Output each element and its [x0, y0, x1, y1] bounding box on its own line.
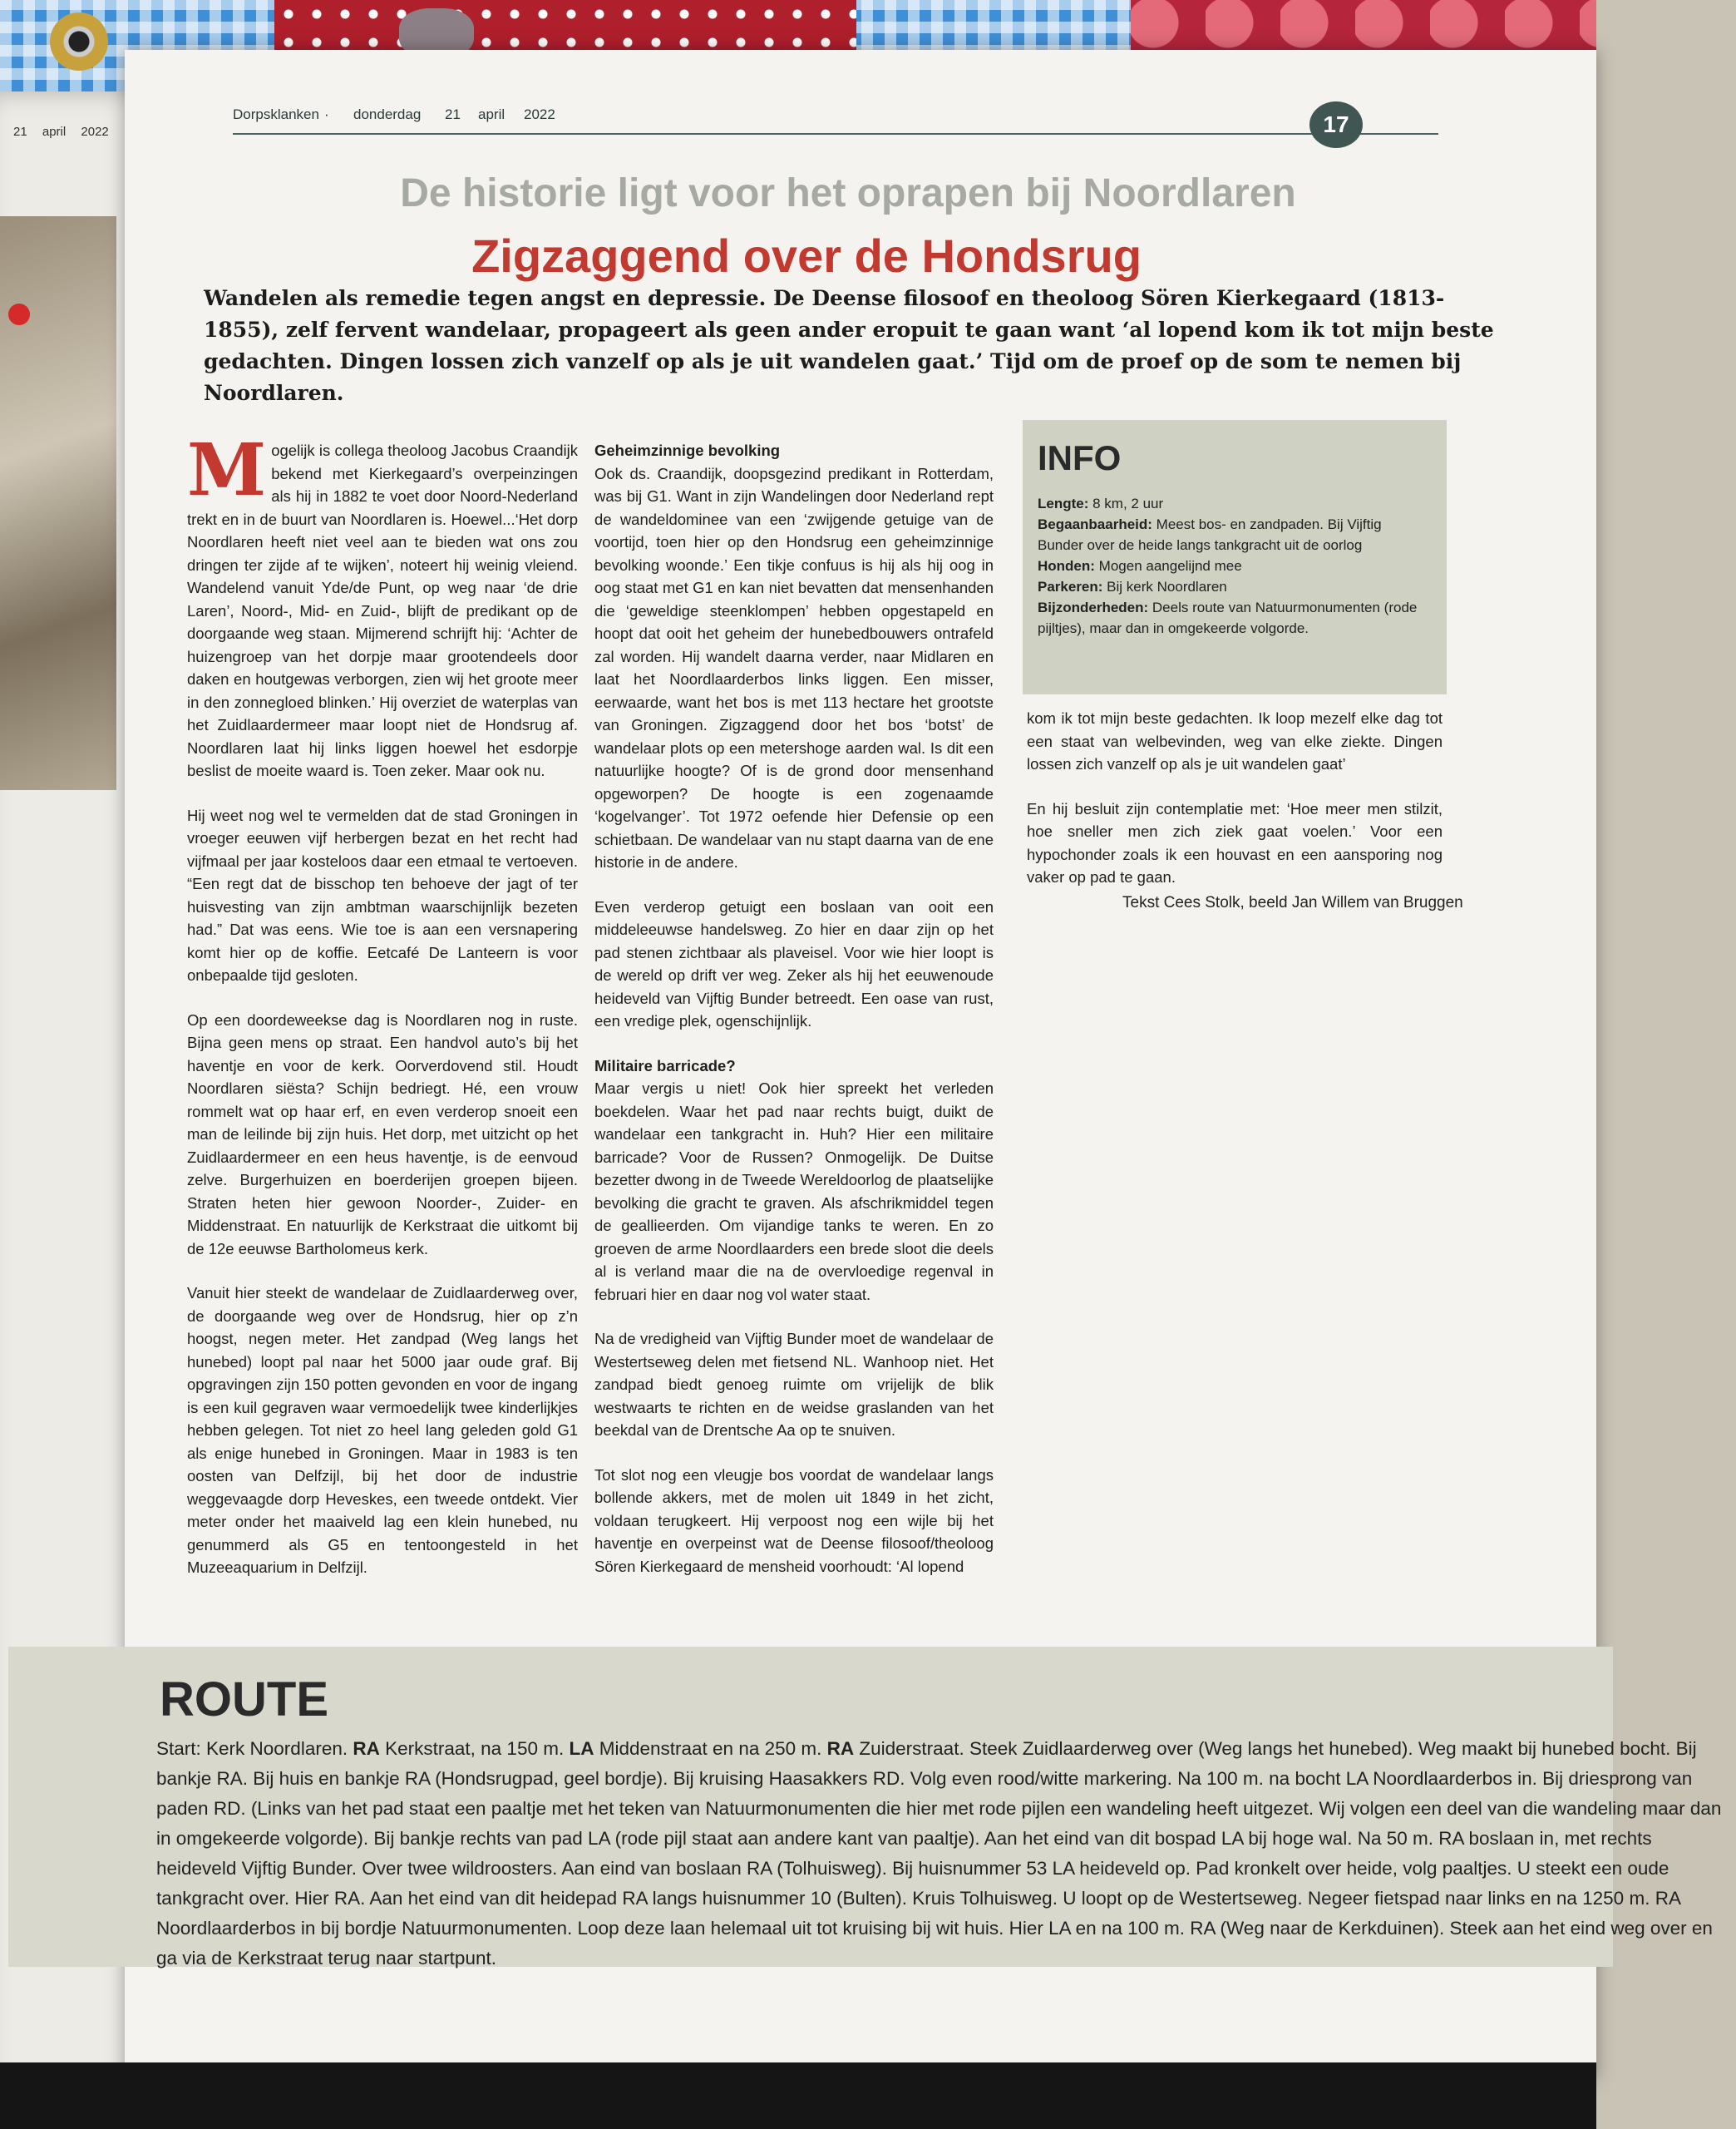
info-value: Deels route van Natuurmonumenten (rode pijltjes), maar dan in omgekeerde volgorde. — [1038, 600, 1418, 636]
paragraph: kom ik tot mijn beste gedachten. Ik loop mezelf elke dag tot een staat van welbevinden, weg van elke ziekte. Dingen lossen zich vanzelf op als je uit wandelen gaat’ — [1027, 709, 1443, 773]
info-item — [1038, 514, 1428, 556]
headline: Zigzaggend over de Hondsrug — [471, 230, 1142, 282]
decoration-button — [50, 12, 108, 71]
column-1 — [187, 428, 578, 1601]
header-day: 21 — [445, 106, 461, 122]
info-item — [1038, 576, 1428, 597]
info-item — [1038, 556, 1428, 576]
info-item — [1038, 597, 1428, 639]
paragraph: Na de vredigheid van Vijftig Bunder moet de wandelaar de Westertseweg delen met fietsend NL. Wanhoop niet. Het zandpad biedt genoeg ruimte om vrijelijk de blik westwaarts te richten en de weidse graslanden van het beekdal van de Drentsche Aa op te snuiven. — [594, 1330, 994, 1439]
paragraph: En hij besluit zijn contemplatie met: ‘Hoe meer men stilzit, hoe sneller men zich ziek gaat voelen.’ Voor een hypochonder zoals ik een houvast en een aansporing nog vaker op pad te gaan. — [1027, 799, 1443, 886]
page-header — [233, 100, 1438, 135]
lead-paragraph: Wandelen als remedie tegen angst en depressie. De Deense filosoof en theoloog Sören Kierkegaard (1813-1855), zelf fervent wandelaar, propageert als geen ander eropuit te gaan want ‘al lopend kom ik tot mijn beste gedachten. Dingen lossen zich vanzelf op als je uit wandelen gaat.’ Tijd om de proef op de som te nemen bij Noordlaren. — [204, 286, 1494, 405]
header-weekday: donderdag — [353, 106, 422, 122]
route-box — [8, 1647, 1722, 1968]
page-number: 17 — [1309, 101, 1363, 148]
info-label: Parkeren: — [1038, 579, 1103, 595]
info-value: Meest bos- en zandpaden. Bij Vijftig Bunder over de heide langs tankgracht uit de oorlog — [1038, 516, 1382, 553]
info-value: Mogen aangelijnd mee — [1098, 558, 1242, 574]
route-title: ROUTE — [160, 1672, 328, 1726]
paragraph: Hij weet nog wel te vermelden dat de stad Groningen in vroeger eeuwen vijf herbergen bezat en het recht had vijfmaal per jaar kosteloos daar een etmaal te vertoeven. “Een regt dat de bisschop ten behoeve der jagt of ter huisvesting van zijn ambtman waarschijnlijk bezeten had.” Dat was eens. Wie toe is aan een versnapering komt hier op de koffie. Eetcafé De Lanteern is voor onbepaalde tijd gesloten. — [187, 806, 578, 984]
previous-page-header — [13, 125, 121, 139]
credit-line: Tekst Cees Stolk, beeld Jan Willem van Bruggen — [1122, 894, 1463, 911]
header-month: april — [478, 106, 506, 122]
route-direction: LA — [569, 1738, 594, 1759]
paragraph-text: ogelijk is collega theoloog Jacobus Craandijk bekend met Kierkegaard’s overpeinzingen als hij in 1882 te voet door Noord-Nederland trekt en in de buurt van Noordlaren is. Hoewel...‘Het dorp Noordlaren heeft niet veel aan te bieden wat ons zou dringen ter zijde af te wijken’, noteert hij weinig vleiend. Wandelend vanuit Yde/de Punt, op weg naar ‘de drie Laren’, Noord-, Mid- en Zuid-, blijft de predikant op de doorgaande weg staan. Mijmerend schrijft hij: ‘Achter de huizengroep van het dorpje maar grootendeels door daken en houtgewas verborgen, zien wij het groote meer in den zonnegloed blinken.’ Hij overziet de waterplas van het Zuidlaardermeer maar loopt niet de Hondsrug af. Noordlaren laat hij links liggen hoewel het esdorpje beslist de moeite waard is. Toen zeker. Maar ook nu. — [187, 442, 578, 779]
info-label: Begaanbaarheid: — [1038, 516, 1152, 532]
previous-page-year: 2022 — [81, 125, 109, 139]
info-title: INFO — [1038, 438, 1122, 477]
paragraph: Even verderop getuigt een boslaan van ooit een middeleeuwse handelsweg. Zo hier en daar zijn op het pad stenen zichtbaar als plaveisel. Voor wie hier loopt is de wereld op drift ver weg. Zeker als hij het eeuwenoude heideveld van Vijftig Bunder betreedt. Een oase van rust, een vredige plek, ogenschijnlijk. — [594, 897, 994, 1030]
drop-cap: M — [187, 428, 267, 512]
info-list — [1038, 493, 1428, 639]
paragraph: Vanuit hier steekt de wandelaar de Zuidlaarderweg over, de doorgaande weg over de Hondsrug, hier op z’n hoogst, negen meter. Het zandpad (Weg langs het hunebed) loopt pal naar het 5000 jaar oude graf. Bij opgravingen zijn 150 potten gevonden en voor de ingang is een kuil gegraven waar vermoedelijk twee kinderlijkjes hebben gelegen. Tot niet zo heel lang geleden gold G1 als enige hunebed in Groningen. Maar in 1983 is ten oosten van Delfzijl, bij het door de industrie weggevaagde dorp Heveskes, een tweede ontdekt. Vier meter onder het maaiveld lag een klein hunebed, nu genummerd als G5 en tentoongesteld in het Muzeeaquarium in Delfzijl. — [187, 1284, 578, 1576]
subheading: Geheimzinnige bevolking — [594, 442, 781, 459]
route-text — [156, 1734, 1736, 1973]
previous-page-day: 21 — [13, 125, 27, 139]
paragraph — [187, 428, 578, 783]
map-pin-icon — [8, 304, 30, 325]
previous-page-month: april — [42, 125, 67, 139]
info-box — [1023, 420, 1447, 694]
info-label: Honden: — [1038, 558, 1095, 574]
table-edge — [0, 2062, 1596, 2129]
paragraph: Ook ds. Craandijk, doopsgezind predikant in Rotterdam, was bij G1. Want in zijn Wandelingen door Nederland rept de wandeldominee van een ‘zwijgende getuige van de voortijd, toen hier op den Hondsrug een geheimzinnige bevolking woonde.’ Een tikje confuus is hij als hij oog in oog staat met G1 en kan niet bevatten dat mensenhanden die ‘geweldige steenklompen’ hebben opgestapeld en hoopt dat ooit het geheim der hunebedbouwers ontrafeld zal worden. Hij wandelt daarna verder, naar Midlaren en laat het Noordlaarderbos links liggen. Een misser, eerwaarde, want het bos is met 113 hectare het grootste van Groningen. Zigzaggend door het bos ‘botst’ de wandelaar plots op een metershoge aarden wal. Is dit een natuurlijke hoogte? Of is de grond door mensenhand opgeworpen? De hoogte is een zogenaamde ‘kogelvanger’. Tot 1972 oefende hier Defensie op een schietbaan. De wandelaar van nu stapt daarna van de ene historie in de andere. — [594, 464, 994, 871]
paragraph: Op een doordeweekse dag is Noordlaren nog in ruste. Bijna geen mens op straat. Een handvol auto’s bij het haventje en voor de kerk. Oorverdovend stil. Houdt Noordlaren siësta? Schijn bedriegt. Hé, een vrouw rommelt wat op haar erf, en even verderop snoeit een man de leilinde bij zijn huis. Het dorp, met uitzicht op het Zuidlaardermeer en een heus haventje, is de eenvoud zelve. Burgerhuizen en boerderijen groepen bijeen. Straten heten hier gewoon Noorder-, Zuider- en Middenstraat. En natuurlijk de Kerkstraat die uitkomt bij de 12e eeuwse Bartholomeus kerk. — [187, 1010, 578, 1257]
newspaper-page — [125, 50, 1722, 2079]
subheading: Militaire barricade? — [594, 1056, 736, 1074]
header-year: 2022 — [524, 106, 555, 122]
route-direction: RA — [826, 1738, 855, 1759]
info-value: Bij kerk Noordlaren — [1107, 579, 1227, 595]
header-separator: · — [324, 106, 329, 122]
paragraph: Tot slot nog een vleugje bos voordat de wandelaar langs bollende akkers, met de molen uit 1849 in het zicht, voldaan terugkeert. Hij verpoost nog een wijle bij het haventje en overpeinst wat de Deense filosoof/theoloog Sören Kierkegaard de mensheid voorhoudt: ‘Al lopend — [594, 1465, 994, 1575]
route-text-part: Zuiderstraat. Steek Zuidlaarderweg over (Weg langs het hunebed). Weg maakt bij hunebed bocht. Bij bankje RA. Bij huis en bankje RA (Hondsrugpad, geel bordje). Bij kruising Haasakkers RD. Volg even rood/witte markering. Na 100 m. na bocht LA Noordlaarderbos in. Bij driesprong van paden RD. (Links van het pad staat een paaltje met het teken van Natuurmonumenten die hier met rode pijlen een wandeling heeft uitgezet. Wij volgen een deel van die wandeling maar dan in omgekeerde volgorde). Bij bankje rechts van pad LA (rode pijl staat aan andere kant van paaltje). Aan het eind van dit bospad LA bij hoge wal. Na 50 m. RA boslaan in, met rechts heideveld Vijftig Bunder. Over twee wildroosters. Aan eind van boslaan RA (Tolhuisweg). Bij huisnummer 53 LA heideveld op. Pad kronkelt over heide, volg paaltjes. U steekt een oude tankgracht over. Hier RA. Aan het eind van dit heidepad RA langs huisnummer 10 (Bulten). Kruis Tolhuisweg. U loopt op de Westertseweg. Negeer fietspad naar links en na 1250 m. RA Noordlaarderbos in bij bordje Natuurmonumenten. Loop deze laan helemaal uit tot kruising bij wit huis. Hier LA en na 100 m. RA (Weg naar de Kerkduinen). Steek aan het eind weg over en ga via de Kerkstraat terug naar startpunt. — [156, 1738, 1722, 1968]
route-text-part: Kerkstraat, na 150 m. — [379, 1738, 570, 1759]
route-direction: RA — [353, 1738, 380, 1759]
paragraph: Maar vergis u niet! Ook hier spreekt het verleden boekdelen. Waar het pad naar rechts buigt, duikt de wandelaar een tankgracht in. Huh? Hier een militaire barricade? Voor de Russen? Onmogelijk. De Duitse bezetter dwong in de Tweede Wereldoorlog de plaatselijke bevolking die gracht te graven. Als afschrikmiddel tegen de geallieerden. Om vijandige tanks te weren. En zo groeven de arme Noordlaarders een brede sloot die deels al is verland maar die na de overvloedige regenval in februari hier en daar nog vol water staat. — [594, 1079, 994, 1303]
column-3 — [1027, 707, 1443, 911]
info-label: Lengte: — [1038, 496, 1089, 511]
info-value: 8 km, 2 uur — [1092, 496, 1164, 511]
route-text-part: Middenstraat en na 250 m. — [594, 1738, 827, 1759]
paper-name: Dorpsklanken — [233, 106, 319, 122]
info-label: Bijzonderheden: — [1038, 600, 1149, 615]
column-2 — [594, 439, 994, 1599]
kicker: De historie ligt voor het oprapen bij Noordlaren — [400, 171, 1296, 215]
route-text-part: Start: Kerk Noordlaren. — [156, 1738, 353, 1759]
info-item — [1038, 493, 1428, 514]
previous-page-photo — [0, 216, 116, 790]
